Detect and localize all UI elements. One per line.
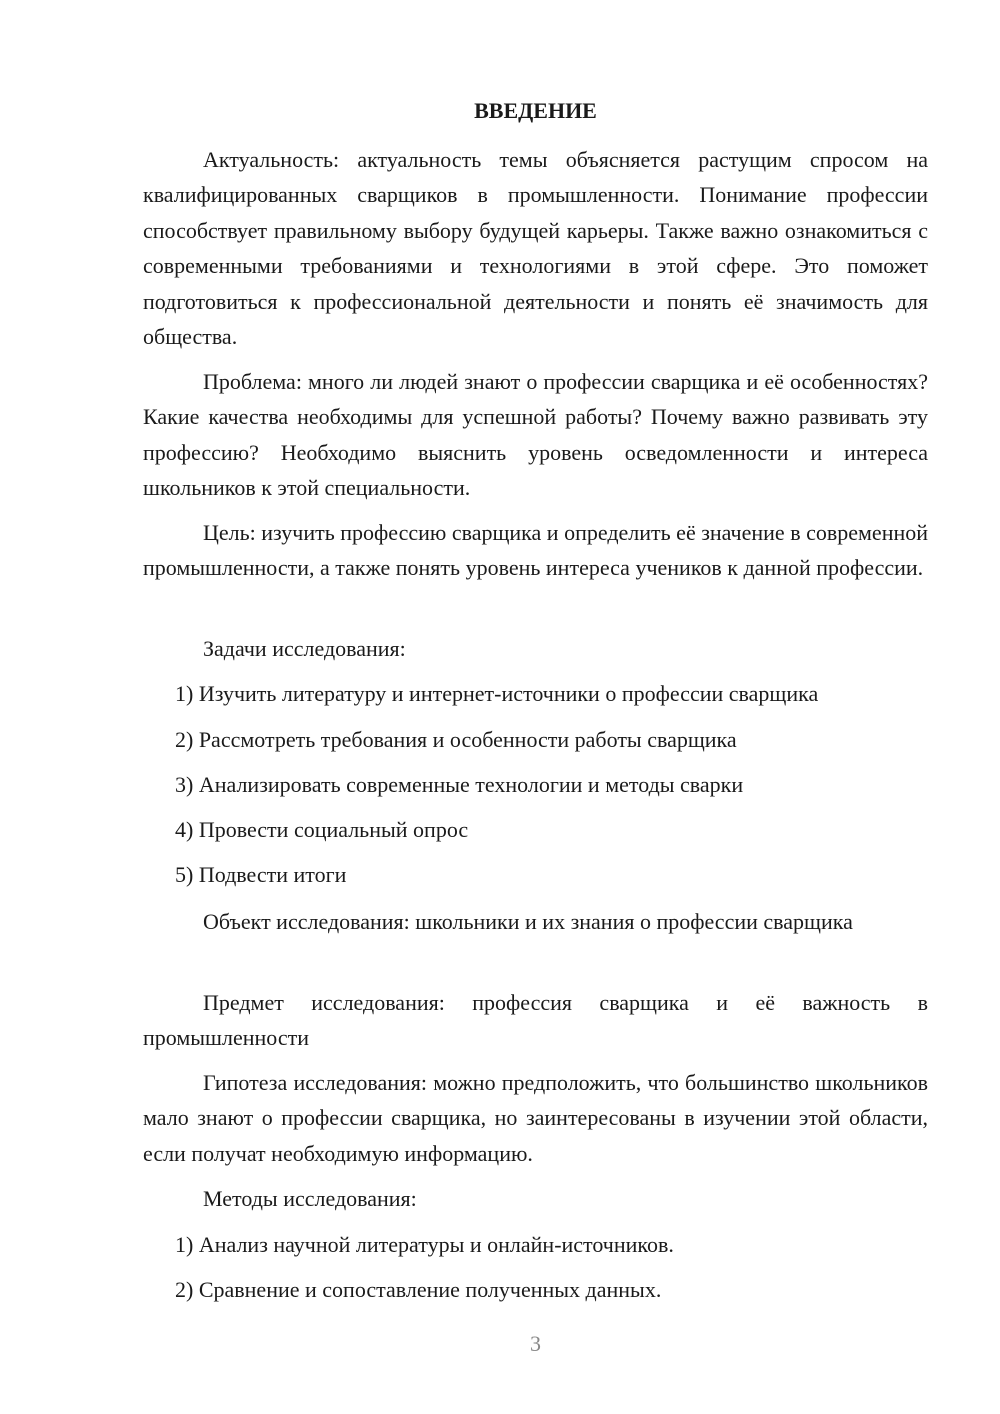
object-paragraph: Объект исследования: школьники и их знания о профессии сварщика [203,909,853,934]
methods-title: Методы исследования: [203,1186,417,1211]
task-item-1: 1) Изучить литературу и интернет-источники о профессии сварщика [175,681,819,706]
method-item-1: 1) Анализ научной литературы и онлайн-источников. [175,1232,674,1257]
task-item-3: 3) Анализировать современные технологии и методы сварки [175,772,744,797]
hypothesis-paragraph: Гипотеза исследования: можно предположить, что большинство школьников мало знают о профессии сварщика, но заинтересованы в изучении этой области, если получат необходимую информацию. [143,1070,928,1166]
problem-paragraph: Проблема: много ли людей знают о профессии сварщика и её особенностях? Какие качества необходимы для успешной работы? Почему важно развивать эту профессию? Необходимо выяснить уровень осведомленности и интереса школьников к этой специальности. [143,369,928,501]
goal-paragraph: Цель: изучить профессию сварщика и определить её значение в современной промышленности, а также понять уровень интереса учеников к данной профессии. [143,520,929,581]
tasks-title: Задачи исследования: [203,636,406,661]
section-heading: ВВЕДЕНИЕ [474,98,597,123]
page-number: 3 [530,1331,541,1356]
subject-paragraph: Предмет исследования: профессия сварщика и её важность в промышленности [143,990,928,1051]
task-item-4: 4) Провести социальный опрос [175,817,469,842]
task-item-2: 2) Рассмотреть требования и особенности работы сварщика [175,727,737,752]
task-item-5: 5) Подвести итоги [175,862,347,887]
relevance-paragraph: Актуальность: актуальность темы объясняется растущим спросом на квалифицированных сварщиков в промышленности. Понимание профессии способствует правильному выбору будущей карьеры. Также важно ознакомиться с современными требованиями и технологиями в этой сфере. Это поможет подготовиться к профессиональной деятельности и понять её значимость для общества. [143,147,928,350]
method-item-2: 2) Сравнение и сопоставление полученных данных. [175,1277,662,1302]
